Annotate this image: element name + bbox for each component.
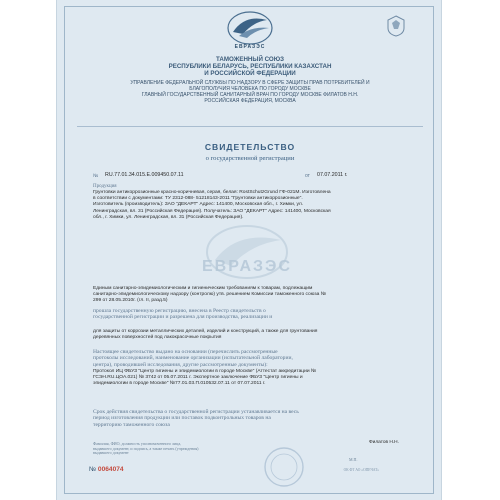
signature-label-line: выдавшего документ — [93, 450, 129, 456]
product-description — [93, 190, 423, 221]
document-title: СВИДЕТЕЛЬСТВО — [204, 142, 296, 152]
certificate-page — [56, 0, 442, 500]
compliance-line: 299 от 28.05.2010г. (гл. II, разд.5) — [93, 298, 168, 304]
usage-text — [93, 329, 423, 341]
basis-line: центра), проводившей исследования, другие рассмотренные документы): — [93, 361, 268, 368]
mp-label: М.П. — [349, 457, 358, 462]
product-line: Грунтовки антикоррозионные красно-коричневая, серая, белая: RostSchutzGrund ГФ-021М. Изготовлена — [93, 190, 331, 195]
product-label: Продукция — [93, 184, 117, 189]
date-label: от — [305, 173, 310, 179]
signature-label-line: выдавшего документ, и подпись, а также печать (учреждения) — [93, 445, 199, 451]
signature-label-line: Фамилия, ФИО, должность уполномоченного лица, — [93, 441, 182, 446]
product-line: в соответствии с документами: ТУ 2312-088- 51218143-2011 "Грунтовки антикоррозионные". — [93, 196, 303, 202]
number-label: № — [93, 173, 99, 179]
union-title-line2: РЕСПУБЛИКИ БЕЛАРУСЬ, РЕСПУБЛИКИ КАЗАХСТАН — [168, 63, 332, 70]
product-line: Изготовитель (производитель): ЗАО "ДЕКАРТ" Адрес: 141400, Московская обл., г. Химки, ул. — [93, 202, 304, 208]
registry-line: прошла государственную регистрацию, внесена в Реестр свидетельств о — [93, 308, 266, 314]
compliance-text — [93, 286, 423, 305]
union-title-line3: И РОССИЙСКОЙ ФЕДЕРАЦИИ — [204, 70, 296, 77]
divider — [77, 126, 423, 127]
validity-line: период изготовления продукции или поставок подконтрольных товаров на — [93, 415, 271, 422]
validity-line: Срок действия свидетельства о государственной регистрации устанавливается на весь — [93, 409, 299, 415]
validity-statement — [93, 409, 423, 428]
protocols-text — [93, 369, 423, 388]
basis-line: протоколы исследований, наименование организации (испытательной лаборатории, — [93, 355, 293, 362]
basis-line: Настоящее свидетельство выдано на основании (перечислить рассмотренные — [93, 349, 278, 355]
authority-line: УПРАВЛЕНИЕ ФЕДЕРАЛЬНОЙ СЛУЖБЫ ПО НАДЗОРУ В СФЕРЕ ЗАЩИТЫ ПРАВ ПОТРЕБИТЕЛЕЙ И — [130, 80, 370, 86]
authority-line: РОССИЙСКАЯ ФЕДЕРАЦИЯ, МОСКВА — [204, 98, 296, 104]
eurasec-logo-icon — [225, 8, 275, 48]
compliance-line: Единым санитарно-эпидемиологическим и гигиеническим требованиям к товарам, подлежащим — [93, 286, 313, 291]
printer-footnote: ОК ФТ АО «ОПЕЧАТ» — [343, 468, 379, 472]
protocol-line: Протокол ИЦ ФБУЗ "Центр гигиены и эпидемиологии в городе Москве" (Аттестат аккредитации № — [93, 369, 317, 374]
signatory-name: Филатов Н.Н. — [369, 440, 399, 445]
usage-line: деревянных поверхностей под лакокрасочные покрытия — [93, 335, 222, 341]
authority-line: ГЛАВНЫЙ ГОСУДАРСТВЕННЫЙ САНИТАРНЫЙ ВРАЧ ПО ГОРОДУ МОСКВЕ ФИЛАТОВ Н.Н. — [141, 92, 359, 98]
serial-number — [89, 466, 124, 473]
registry-line: государственной регистрации и разрешена для производства, реализации и — [93, 314, 273, 321]
protocol-line: ГСЭН.RU.ЦОА.021) № 3742 от 05.07.2011 г. Экспертное заключение ФБУЗ "Центр гигиены и — [93, 375, 303, 381]
product-line: обл., г. Химки, ул. Ленинградская, вл. 31 (Российская Федерация). — [93, 214, 244, 220]
emblem-icon — [386, 14, 406, 38]
registration-number: RU.77.01.34.015.Е.009450.07.11 — [105, 172, 184, 178]
compliance-line: санитарно-эпидемиологическому надзору (контролю) утв. решением Комиссии таможенного союза № — [93, 292, 326, 298]
logo-text: ЕВРАЗЭС — [234, 44, 266, 50]
usage-line: для защиты от коррозии металлических деталей, изделий и конструкций, а также для грунтования — [93, 329, 318, 334]
registry-statement — [93, 308, 423, 321]
stamp-icon — [263, 446, 305, 488]
basis-statement — [93, 349, 423, 368]
product-line: Ленинградская, вл. 31 (Российская Федерация). Получатель: ЗАО "ДЕКАРТ" Адрес: 141400, Московская — [93, 208, 331, 214]
serial-prefix: № — [89, 466, 97, 473]
signature-label — [93, 442, 253, 456]
union-title-line1: ТАМОЖЕННЫЙ СОЮЗ — [215, 56, 284, 63]
watermark-text: ЕВРАЗЭС — [201, 258, 292, 275]
document-subtitle: о государственной регистрации — [205, 155, 295, 162]
validity-line: территорию таможенного союза — [93, 421, 170, 428]
authority-line: БЛАГОПОЛУЧИЯ ЧЕЛОВЕКА ПО ГОРОДУ МОСКВЕ — [189, 86, 311, 92]
protocol-line: эпидемиологии в городе Москве" №77.01.03.П.010532.07.11 от 07.07.2011 г. — [93, 381, 266, 387]
registration-date: 07.07.2011 г. — [317, 172, 348, 178]
serial-value: 0064074 — [97, 466, 124, 473]
